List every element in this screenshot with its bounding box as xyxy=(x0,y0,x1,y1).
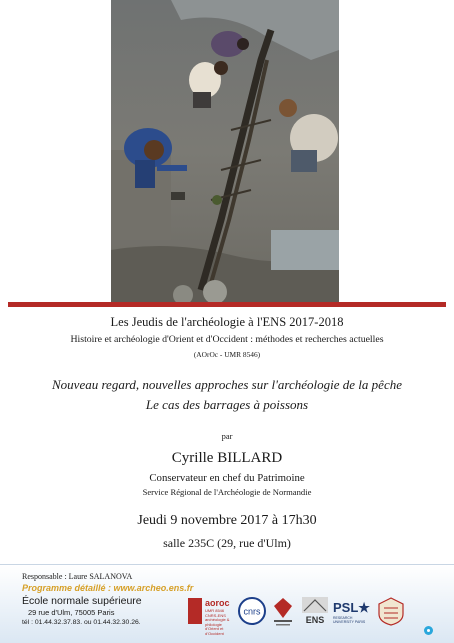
institution-crest-icon xyxy=(376,596,406,626)
corner-badge-icon xyxy=(424,626,433,635)
svg-text:cnrs: cnrs xyxy=(243,606,261,617)
speaker-affiliation: Service Régional de l'Archéologie de Normandie xyxy=(142,487,312,497)
aoroc-logo: aoroc UMR 8546 CNRS-ENS archéologie & philologie d'Orient et d'Occident xyxy=(188,598,234,626)
excavation-photo xyxy=(111,0,339,302)
speaker-role: Conservateur en chef du Patrimoine xyxy=(149,472,305,484)
event-room: salle 235C (29, rue d'Ulm) xyxy=(163,536,291,550)
school-name: École normale supérieure xyxy=(22,595,142,607)
programme-link[interactable]: Programme détaillé : www.archeo.ens.fr xyxy=(22,583,194,593)
psl-logo: PSL★ RESEARCH UNIVERSITY PARIS xyxy=(333,600,370,624)
lab-reference: (AOrOc - UMR 8546) xyxy=(193,350,261,359)
speaker-name: Cyrille BILLARD xyxy=(171,450,283,466)
accent-divider xyxy=(8,302,446,307)
footer-responsable: Responsable : Laure SALANOVA xyxy=(22,572,133,581)
series-theme: Histoire et archéologie d'Orient et d'Occident : méthodes et recherches actuelles xyxy=(70,334,384,345)
ephe-logo xyxy=(270,596,296,630)
talk-subtitle: Le cas des barrages à poissons xyxy=(145,397,309,412)
svg-text:ENS: ENS xyxy=(305,615,325,625)
event-date: Jeudi 9 novembre 2017 à 17h30 xyxy=(137,513,317,528)
event-series: Les Jeudis de l'archéologie à l'ENS 2017-2018 xyxy=(110,315,344,329)
by-label: par xyxy=(221,431,233,441)
cnrs-logo xyxy=(237,596,267,626)
aoroc-mark-icon xyxy=(188,598,202,624)
school-address: 29 rue d'Ulm, 75005 Paris xyxy=(28,608,115,617)
ens-logo xyxy=(300,595,330,627)
contact-phone: tél : 01.44.32.37.83. ou 01.44.32.30.26. xyxy=(22,619,141,626)
talk-title: Nouveau regard, nouvelles approches sur l'archéologie de la pêche xyxy=(52,377,402,392)
